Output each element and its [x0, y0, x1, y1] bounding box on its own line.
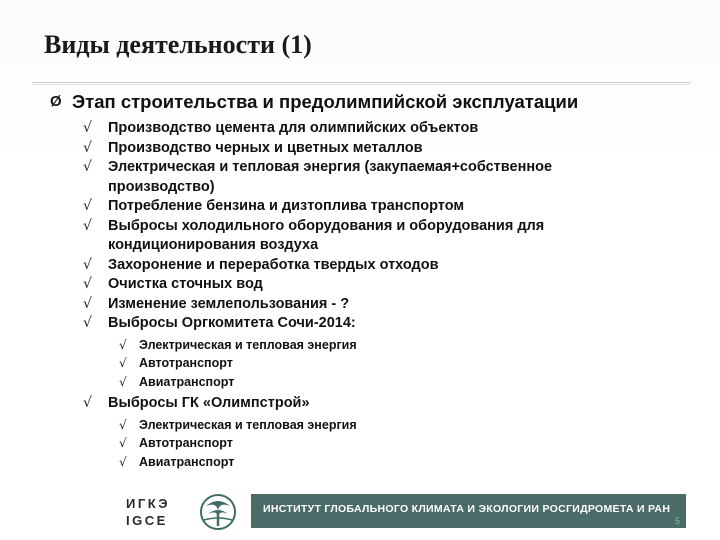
- sub-list-item-text: Автотранспорт: [139, 356, 233, 370]
- check-bullet-icon: √: [119, 356, 127, 370]
- sub-list-item: [40, 453, 700, 472]
- list-item: [40, 139, 700, 159]
- list-item: [40, 394, 700, 414]
- check-bullet-icon: √: [83, 295, 92, 312]
- check-bullet-icon: √: [83, 139, 92, 156]
- check-bullet-icon: √: [83, 395, 92, 411]
- check-bullet-icon: √: [83, 256, 92, 273]
- title-divider: [32, 82, 690, 83]
- check-bullet-icon: √: [83, 217, 92, 234]
- institute-logo-text: [126, 495, 186, 529]
- check-bullet-icon: √: [83, 159, 92, 175]
- list-item-text: Выбросы ГК «Олимпстрой»: [108, 395, 310, 411]
- list-item-text: Потребление бензина и дизтоплива транспортом: [108, 198, 465, 214]
- section-heading: Этап строительства и предолимпийской эксплуатации: [72, 91, 579, 112]
- sub-list-item: [40, 336, 700, 355]
- logo-line-ru: ИГКЭ: [126, 496, 171, 511]
- slide-content: [40, 91, 700, 474]
- logo-line-en: IGCE: [126, 513, 168, 528]
- list-item-text: Выбросы Оргкомитета Сочи-2014:: [108, 315, 356, 331]
- check-bullet-icon: √: [119, 454, 127, 469]
- check-bullet-icon: √: [83, 276, 92, 292]
- sub-list-item: [40, 354, 700, 373]
- list-item: [40, 119, 700, 139]
- sub-list-item-text: Электрическая и тепловая энергия: [139, 417, 357, 432]
- arrow-bullet-icon: Ø: [50, 93, 62, 110]
- sub-list-item: [40, 416, 700, 435]
- section-heading-row: [40, 91, 700, 113]
- sub-list-item: [40, 373, 700, 392]
- check-bullet-icon: √: [119, 417, 127, 432]
- check-bullet-icon: √: [83, 315, 92, 331]
- list-item-text: Очистка сточных вод: [108, 276, 263, 292]
- check-bullet-icon: √: [119, 337, 127, 352]
- list-item: [40, 275, 700, 295]
- list-item-text: Производство цемента для олимпийских объектов: [108, 120, 479, 136]
- check-bullet-icon: √: [83, 198, 92, 214]
- institute-name: ИНСТИТУТ ГЛОБАЛЬНОГО КЛИМАТА И ЭКОЛОГИИ РОСГИДРОМЕТА И РАН: [263, 503, 671, 515]
- check-bullet-icon: √: [119, 436, 127, 450]
- gk-subitems: [40, 416, 700, 472]
- title-divider-shadow: [32, 84, 690, 85]
- slide-title: Виды деятельности (1): [44, 30, 312, 59]
- list-item-text: Изменение землепользования - ?: [108, 295, 350, 312]
- list-item: [40, 217, 700, 256]
- list-item-text: Электрическая и тепловая энергия (закупаемая+собственное производство): [108, 159, 553, 195]
- check-bullet-icon: √: [83, 120, 92, 136]
- tree-globe-icon: [198, 492, 238, 532]
- sub-list-item-text: Автотранспорт: [139, 436, 233, 450]
- sub-list-item: [40, 434, 700, 453]
- list-item: [40, 158, 700, 197]
- list-item-text: Производство черных и цветных металлов: [108, 139, 423, 156]
- list-item-text: Выбросы холодильного оборудования и оборудования для кондиционирования воздуха: [108, 217, 545, 253]
- list-item: [40, 256, 700, 276]
- check-bullet-icon: √: [119, 374, 127, 389]
- footer: [36, 492, 686, 532]
- orgcom-subitems: [40, 336, 700, 392]
- list-item: [40, 295, 700, 315]
- page-number: 5: [674, 516, 680, 526]
- sub-list-item-text: Авиатранспорт: [139, 374, 235, 389]
- list-item-text: Захоронение и переработка твердых отходов: [108, 256, 439, 273]
- list-item: [40, 197, 700, 217]
- sub-list-item-text: Авиатранспорт: [139, 454, 235, 469]
- institute-banner: [251, 494, 686, 528]
- sub-list-item-text: Электрическая и тепловая энергия: [139, 337, 357, 352]
- list-item: [40, 314, 700, 334]
